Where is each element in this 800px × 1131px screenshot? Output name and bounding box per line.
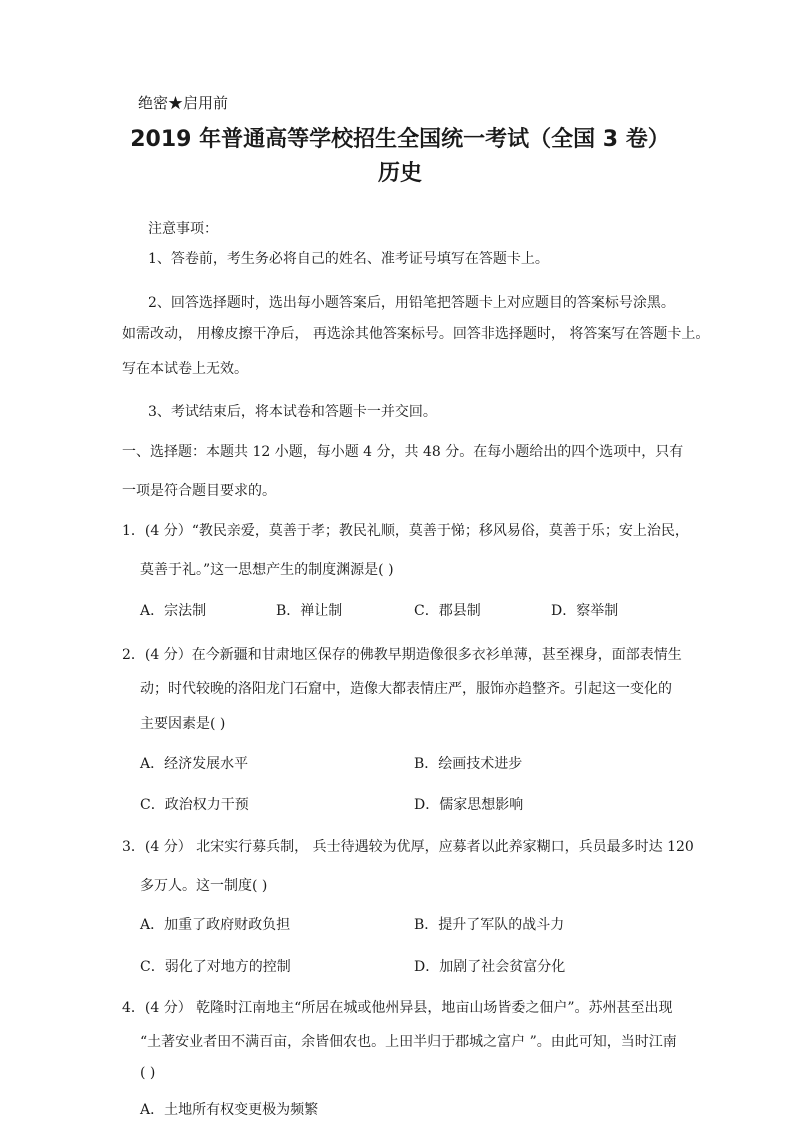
question-3-option-c: C．弱化了对地方的控制 (140, 959, 291, 975)
question-2-option-c: C．政治权力干预 (140, 797, 249, 813)
question-3-option-a: A．加重了政府财政负担 (140, 917, 291, 933)
note-1: 1、答卷前，考生务必将自己的姓名、准考证号填写在答题卡上。 (148, 251, 549, 267)
note-2-line-1: 2、回答选择题时，选出每小题答案后，用铅笔把答题卡上对应题目的答案标号涂黑。 (148, 295, 675, 311)
question-1-option-b: B．禅让制 (276, 603, 343, 619)
question-1-option-a: A．宗法制 (140, 603, 207, 619)
question-2-option-d: D．儒家思想影响 (414, 797, 524, 813)
question-2-option-b: B．绘画技术进步 (414, 756, 523, 772)
secret-label: 绝密★启用前 (138, 94, 229, 112)
subject-title: 历史 (377, 161, 422, 186)
section-heading-line-2: 一项是符合题目要求的。 (122, 483, 276, 499)
notes-heading: 注意事项： (148, 221, 218, 237)
question-4-line-3: ( ) (140, 1065, 156, 1081)
question-4-line-1: 4．(4 分） 乾隆时江南地主“所居在城或他州异县，地亩山场皆委之佃户”。苏州甚至出现 (122, 1000, 673, 1016)
question-1-option-d: D．察举制 (551, 603, 619, 619)
question-2-line-1: 2．(4 分）在今新疆和甘肃地区保存的佛教早期造像很多衣衫单薄，甚至裸身，面部表情生 (122, 647, 682, 663)
note-2-line-3: 写在本试卷上无效。 (122, 361, 248, 377)
question-3-line-2: 多万人。这一制度( ) (140, 878, 268, 894)
question-4-line-2: “土著安业者田不满百亩，余皆佃农也。上田半归于郡城之富户 ”。由此可知，当时江南 (140, 1034, 677, 1050)
question-1-line-1: 1．(4 分）“教民亲爱，莫善于孝；教民礼顺，莫善于悌；移风易俗，莫善于乐；安上治民， (122, 523, 689, 539)
question-1-line-2: 莫善于礼。”这一思想产生的制度渊源是( ) (140, 562, 394, 578)
exam-title: 2019 年普通高等学校招生全国统一考试（全国 3 卷） (130, 127, 670, 152)
section-heading-line-1: 一、选择题：本题共 12 小题，每小题 4 分，共 48 分。在每小题给出的四个选项中，只有 (122, 444, 684, 460)
question-3-option-d: D．加剧了社会贫富分化 (414, 959, 566, 975)
question-4-option-a: A．土地所有权变更极为频繁 (140, 1102, 319, 1118)
question-2-option-a: A．经济发展水平 (140, 756, 249, 772)
question-2-line-3: 主要因素是( ) (140, 716, 226, 732)
note-3: 3、考试结束后，将本试卷和答题卡一并交回。 (148, 404, 437, 420)
question-3-line-1: 3．(4 分） 北宋实行募兵制， 兵士待遇较为优厚，应募者以此养家糊口，兵员最多时达 120 (122, 839, 694, 855)
question-2-line-2: 动；时代较晚的洛阳龙门石窟中，造像大都表情庄严，服饰亦趋整齐。引起这一变化的 (140, 681, 672, 697)
question-3-option-b: B．提升了军队的战斗力 (414, 917, 565, 933)
note-2-line-2: 如需改动， 用橡皮擦干净后， 再选涂其他答案标号。回答非选择题时， 将答案写在答题卡上。 (122, 326, 710, 342)
question-1-option-c: C．郡县制 (414, 603, 481, 619)
